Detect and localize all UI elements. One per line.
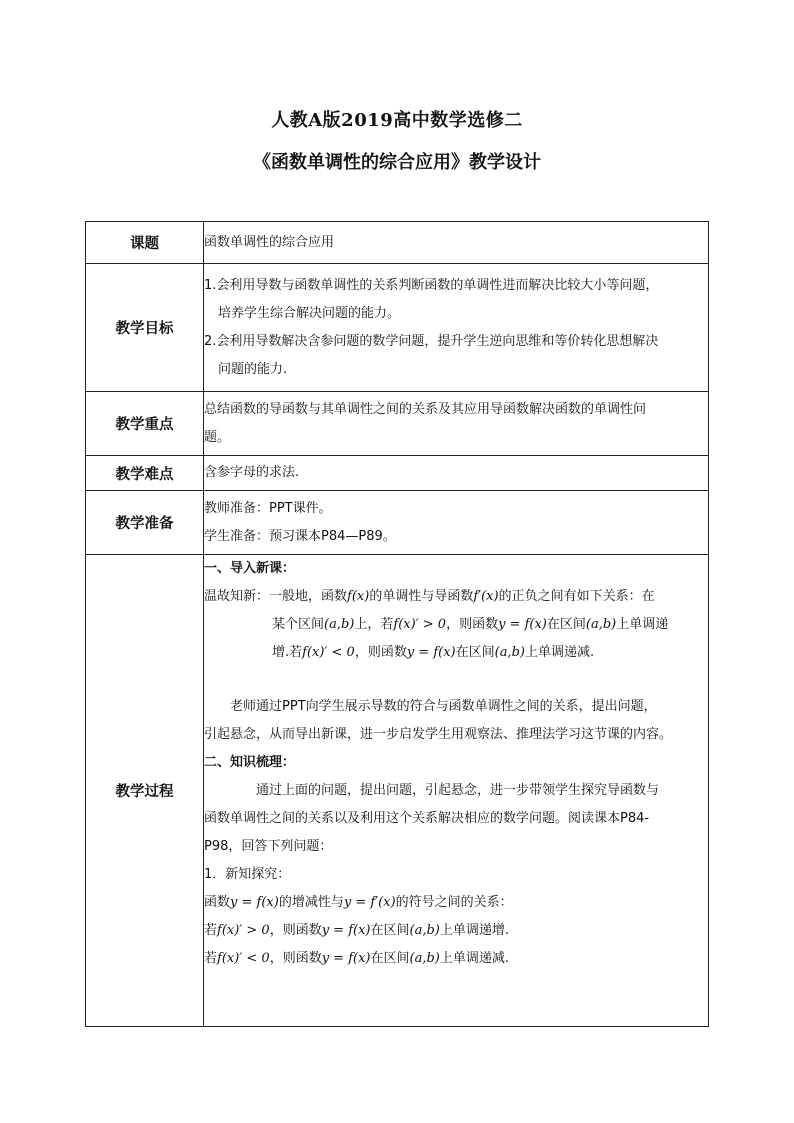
dec-text-b: ，则函数 [269, 951, 322, 966]
document-title-line1: 人教A版2019高中数学选修二 [271, 110, 523, 131]
content-difficulty: 含参字母的求法. [204, 456, 709, 491]
row-key [86, 392, 709, 456]
row-prep [86, 491, 709, 555]
review-text-i: 增.若 [272, 645, 303, 660]
review-text-d: 某个区间 [272, 617, 325, 632]
math-dec-interval: (a,b) [409, 951, 440, 966]
key-line-2: 题。 [204, 429, 231, 445]
math-inc-interval: (a,b) [409, 923, 440, 938]
label-difficulty: 教学难点 [86, 456, 204, 491]
section-heading-knowledge: 二、知识梳理： [204, 755, 296, 770]
label-goals: 教学目标 [86, 264, 204, 392]
inc-text-c: 在区间 [370, 923, 410, 938]
review-text-j: ，则函数 [354, 645, 407, 660]
math-interval-ab-2: (a,b) [585, 617, 617, 632]
knowledge-paragraph-line-3: P98，回答下列问题： [204, 839, 333, 854]
inc-text-b: ，则函数 [269, 923, 322, 938]
review-text-l: 上单调递减. [525, 645, 595, 660]
math-fx-positive: f(x)′ > 0 [393, 617, 447, 632]
inc-text-d: 上单调递增. [439, 923, 510, 938]
math-fx-2: f(x) [256, 895, 279, 910]
document-title-line2: 《函数单调性的综合应用》教学设计 [253, 152, 541, 173]
review-text-g: 在区间 [546, 617, 586, 632]
subheading-explore: 1．新知探究： [204, 867, 291, 882]
content-topic: 函数单调性的综合应用 [204, 222, 709, 264]
math-y-eq-fx: y = f(x) [498, 617, 547, 632]
content-key [204, 392, 709, 456]
goal-1-line-a: 1.会利用导数与函数单调性的关系判断函数的单调性进而解决比较大小等问题， [204, 277, 659, 293]
math-interval-ab: (a,b) [324, 617, 355, 632]
review-line-2 [204, 611, 708, 639]
knowledge-paragraph-line-2: 函数单调性之间的关系以及利用这个关系解决相应的数学问题。阅读课本P84- [204, 811, 650, 826]
label-process: 教学过程 [86, 555, 204, 1027]
math-inc-func: y = f(x) [321, 923, 371, 938]
dec-text-a: 若 [204, 951, 218, 966]
math-fx-negative: f(x)′ < 0 [302, 645, 355, 660]
teacher-paragraph-line-2: 引起悬念，从而导出新课，进一步启发学生用观察法、推理法学习这节课的内容。 [204, 727, 673, 742]
review-text-b: 的单调性与导函数 [369, 589, 474, 604]
review-text-c: 的正负之间有如下关系：在 [498, 589, 655, 604]
review-line-3 [204, 639, 708, 667]
prep-student: 学生准备：预习课本P84—P89。 [204, 528, 396, 544]
goal-2-line-b: 问题的能力. [218, 361, 288, 377]
key-line-1: 总结函数的导函数与其单调性之间的关系及其应用导函数解决函数的单调性问 [204, 401, 647, 417]
math-y-eq-fprime: y = f′(x) [343, 895, 396, 910]
relation-text-c: 的符号之间的关系： [395, 895, 513, 910]
math-y-eq: y = [230, 895, 253, 910]
content-prep [204, 491, 709, 555]
math-inc-cond: f(x)′ > 0 [217, 923, 270, 938]
content-process [204, 555, 709, 1027]
relation-text-b: 的增减性与 [278, 895, 344, 910]
review-text-k: 在区间 [455, 645, 495, 660]
dec-text-c: 在区间 [370, 951, 410, 966]
goal-2-line-a: 2.会利用导数解决含参问题的数学问题，提升学生逆向思维和等价转化思想解决 [204, 333, 659, 349]
review-text-a: 温故知新：一般地，函数 [204, 589, 348, 604]
section-heading-intro: 一、导入新课： [204, 561, 296, 576]
label-topic: 课题 [86, 222, 204, 264]
math-interval-ab-3: (a,b) [494, 645, 525, 660]
math-fx: f(x) [347, 589, 370, 604]
math-dec-func: y = f(x) [321, 951, 371, 966]
math-y-eq-fx-2: y = f(x) [406, 645, 456, 660]
decreasing-rule [204, 945, 708, 973]
label-key: 教学重点 [86, 392, 204, 456]
math-dec-cond: f(x)′ < 0 [217, 951, 270, 966]
review-text-h: 上单调递 [616, 617, 669, 632]
teacher-paragraph-line-1: 老师通过PPT向学生展示导数的符合与函数单调性之间的关系，提出问题， [230, 699, 657, 714]
inc-text-a: 若 [204, 923, 218, 938]
knowledge-paragraph-line-1: 通过上面的问题，提出问题，引起悬念，进一步带领学生探究导函数与 [256, 783, 660, 798]
row-difficulty [86, 456, 709, 491]
lesson-plan-table [85, 221, 709, 1027]
row-process [86, 555, 709, 1027]
row-goals [86, 264, 709, 392]
math-fprime-x: f′(x) [473, 589, 499, 604]
spacer [204, 667, 708, 693]
review-line-1 [204, 583, 708, 611]
row-topic [86, 222, 709, 264]
relation-line [204, 889, 708, 917]
dec-text-d: 上单调递减. [439, 951, 510, 966]
review-text-f: ，则函数 [446, 617, 499, 632]
prep-teacher: 教师准备：PPT课件。 [204, 500, 332, 516]
goal-1-line-b: 培养学生综合解决问题的能力。 [218, 305, 401, 321]
increasing-rule [204, 917, 708, 945]
content-goals [204, 264, 709, 392]
relation-text-a: 函数 [204, 895, 231, 910]
label-prep: 教学准备 [86, 491, 204, 555]
review-text-e: 上，若 [354, 617, 394, 632]
